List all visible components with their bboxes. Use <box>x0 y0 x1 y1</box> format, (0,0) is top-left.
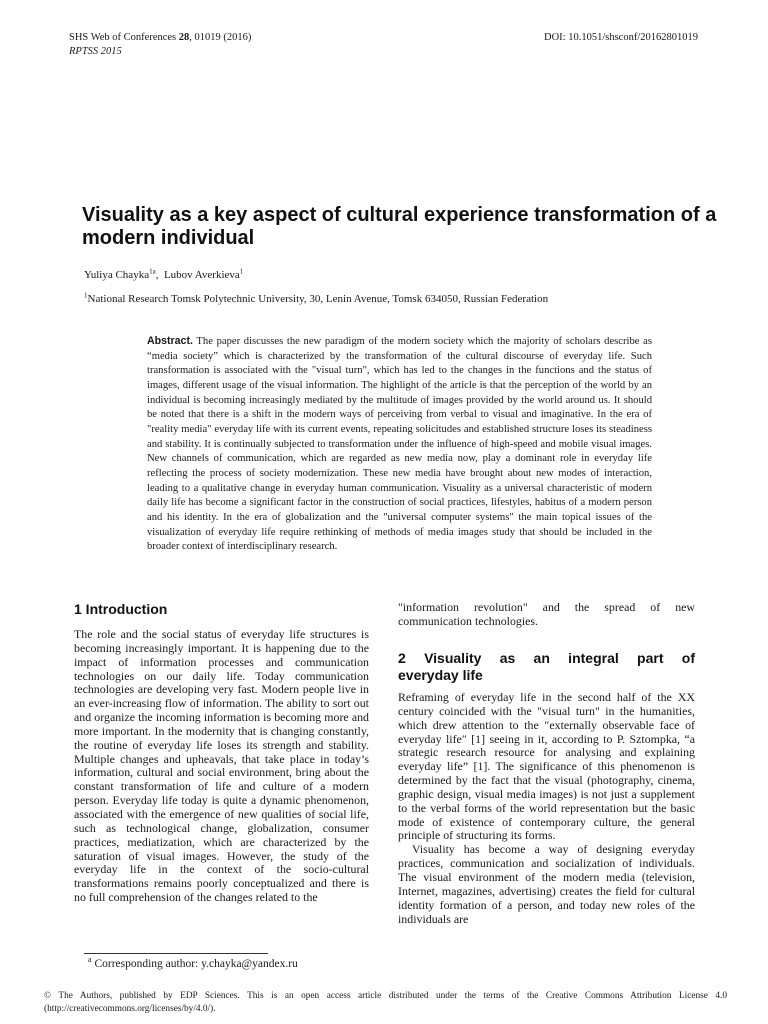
affiliation-mark: 1 <box>84 291 88 300</box>
footnote-divider <box>84 953 268 954</box>
conference-name: RPTSS 2015 <box>69 46 122 57</box>
affiliation-text: National Research Tomsk Polytechnic University, 30, Lenin Avenue, Tomsk 634050, Russian Federation <box>87 293 549 305</box>
author-list: Yuliya Chayka$^{1a}$, Lubov Averkieva$^1$ <box>84 267 244 281</box>
footnote <box>88 957 298 971</box>
section-heading-visuality-line2: everyday life <box>398 667 483 683</box>
abstract <box>147 334 652 555</box>
author-affiliation-mark: 1 <box>239 267 244 276</box>
author-affiliation-mark: 1a <box>149 267 156 276</box>
body-column-right-continuation <box>398 601 695 629</box>
affiliation <box>84 293 548 305</box>
body-column-left <box>74 628 369 905</box>
journal-issue: , 01019 (2016) <box>189 32 252 43</box>
paper-title: Visuality as a key aspect of cultural experience transformation of a modern individual <box>82 204 717 249</box>
abstract-label: Abstract. <box>147 335 193 347</box>
author-name: Lubov Averkieva <box>163 269 240 281</box>
footnote-text: Corresponding author: y.chayka@yandex.ru <box>91 958 298 970</box>
license-notice: © The Authors, published by EDP Sciences. This is an open access article distributed under the terms of the Creative Commons Attribution License 4.0 (http://creativecommons.org/licenses/by/4.0/). <box>44 991 727 1014</box>
author-name: Yuliya Chayka <box>84 269 150 281</box>
paragraph: "information revolution" and the spread of new communication technologies. <box>398 600 695 628</box>
journal-citation <box>69 31 251 44</box>
paragraph: Reframing of everyday life in the second half of the XX century coincided with the "visual turn" in the humanities, which drew attention to the ″externally observable face of everyday life″ [1] seeing in it, according to P. Sztompka, “a strategic research resource for analysing and explaining everyday life” [1]. The significance of this phenomenon is determined by the fact that the visual (photography, cinema, graphic design, visual media images) is not just a supplement to the verbal forms of the world representation but the basic mode of existence of contemporary culture, the general principle of structuring its forms. <box>398 690 695 843</box>
journal-volume: 28 <box>178 32 190 43</box>
section-heading-visuality: 2 Visuality as an integral part of <box>398 650 695 666</box>
body-column-right <box>398 691 695 926</box>
abstract-text: The paper discusses the new paradigm of the modern society which the majority of scholars describe as “media society” which is characterized by the transformation of the cultural discourse of everyday life. Such transformation is associated with the "visual turn", which has led to the changes in the functions and the status of images, different usage of the visual information. The highlight of the article is that the perception of the world by an individual is becoming increasingly mediated by the multitude of images provided by the world around us. It should be noted that there is a shift in the modern ways of perceiving from verbal to visual and imaginative. In the era of "reality media" everyday life with its current events, repeating solicitudes and established structure loses its steadiness and stability. It is continually subjected to transformation under the influence of high-speed and mobile visual images. New channels of communication, which are regarded as new media now, play a dominant role in everyday life reflecting the process of society modernization. These new media have brought about new modes of interaction, leading to a qualitative change in everyday human communication. Visuality as a universal characteristic of modern daily life has become a significant factor in the construction of social practices, lifestyles, habitus of a modern person and his identity. In the era of globalization and the "universal computer systems" the main topical issues of the visualization of everyday life require rethinking of methods of media images study that should be included in the broader context of interdisciplinary research. <box>147 336 652 553</box>
doi[interactable]: DOI: 10.1051/shsconf/20162801019 <box>544 32 698 43</box>
paragraph: Visuality has become a way of designing everyday practices, communication and socialization of individuals. The visual environment of the modern media (television, Internet, magazines, advertising) creates the field for cultural identity formation of a person, and today new roles of the individuals are <box>398 842 695 926</box>
section-heading-introduction: 1 Introduction <box>74 601 168 617</box>
journal-name: SHS Web of Conferences <box>69 32 179 43</box>
footnote-mark: a <box>88 955 92 965</box>
paragraph: The role and the social status of everyday life structures is becoming increasingly important. It is happening due to the impact of information processes and communication technologies on our daily life. Today communication technologies are developing very fast. Modern people live in an ever-increasing flow of information. The ability to sort out and organize the incoming information is becoming more and more important. In the modernity that is changing constantly, the routine of everyday life loses its strength and stability. Multiple changes and upheavals, that take place in today’s information, cultural and social environment, bring about the constant transformation of life and culture of a modern person. Everyday life today is quite a dynamic phenomenon, associated with the emergence of new qualities of social life, such as technological change, globalization, consumer practices, mediatization, which are characterized by the saturation of visual images. However, the study of the everyday life in the context of the socio-cultural transformations remains poorly conceptualized and there is no full comprehension of the changes related to the <box>74 627 369 905</box>
